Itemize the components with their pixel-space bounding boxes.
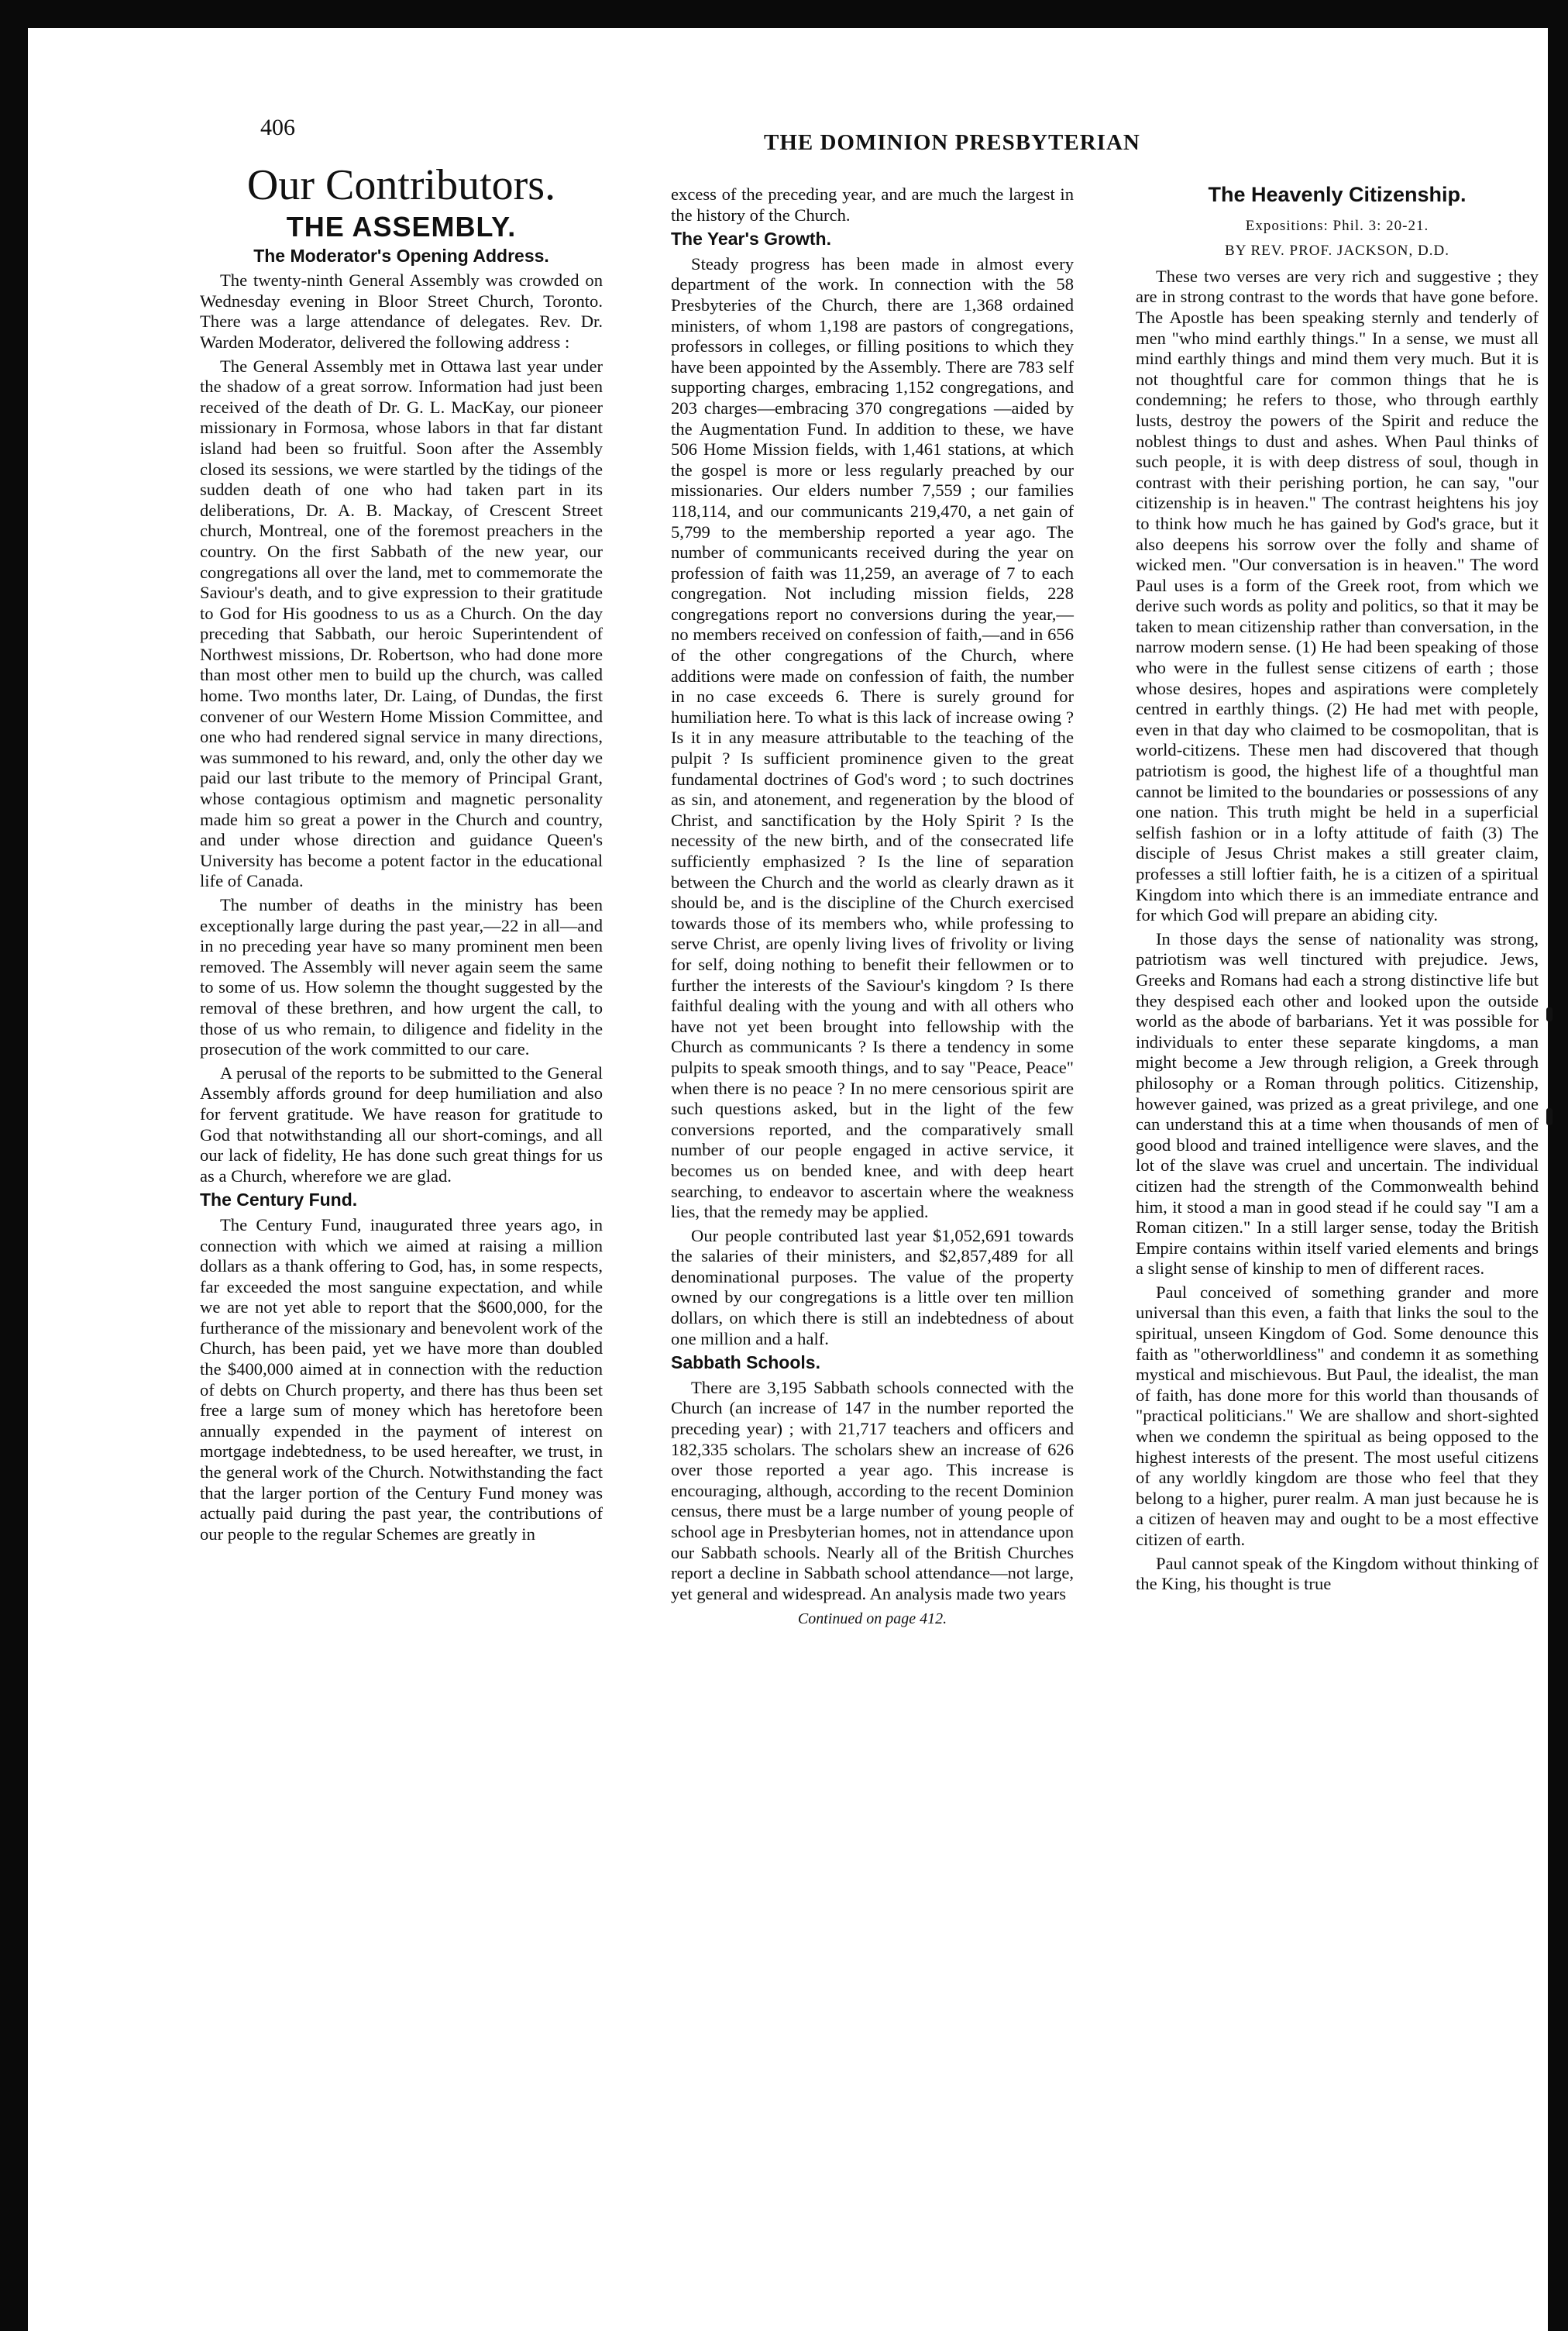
paragraph: The twenty-ninth General Assembly was crowded on Wednesday evening in Bloor Street Church, Toronto. There was a large attendance of delegates. Rev. Dr. Warden Moderator, delivered the following address :	[200, 270, 603, 352]
subheading-sabbath-schools: Sabbath Schools.	[671, 1352, 820, 1373]
article-expositions: Expositions: Phil. 3: 20-21.	[1245, 217, 1429, 234]
column-2	[671, 184, 1074, 1630]
subheading-century-fund: The Century Fund.	[200, 1190, 358, 1210]
subheading-moderator-address: The Moderator's Opening Address.	[253, 245, 549, 266]
paragraph: Steady progress has been made in almost every department of the work. In connection with the 58 Presbyteries of the Church, there are 1,368 ordained ministers, of whom 1,198 are pastors of congregations, professors in colleges, or filling positions to which they have been appointed by the Assembly. There are 783 self supporting charges, embracing 1,152 congregations, and 203 charges—embracing 370 congregations —aided by the Augmentation Fund. In addition to these, we have 506 Home Mission fields, with 1,461 stations, at which the gospel is more or less regularly preached by our missionaries. Our elders number 7,559 ; our families 118,114, and our communicants 219,470, a net gain of 5,799 to the membership reported a year ago. The number of communicants received during the year on profession of faith was 11,259, an average of 7 to each congregation. Not including mission fields, 228 congregations report no conversions during the year,—no members received on confession of faith,—and in 656 of the other congregations of the Church, where additions were made on confession of faith, the number in no case exceeds 6. There is surely ground for humiliation here. To what is this lack of increase owing ? Is it in any measure attributable to the teaching of the pulpit ? Is sufficient prominence given to the great fundamental doctrines of God's word ; to such doctrines as sin, and atonement, and regeneration by the blood of Christ, and sanctification by the Holy Spirit ? Is the necessity of the new birth, and of the consecrated life sufficiently emphasized ? Is the line of separation between the Church and the world as clearly drawn as it should be, and is the discipline of the Church exercised towards those of its members who, while professing to serve Christ, are openly living lives of frivolity or living for self, doing nothing to benefit their fellowmen or to further the interests of the Saviour's kingdom ? Is there faithful dealing with the young and with all others who have not yet been brought into fellowship with the Church as communicants ? Is there a tendency in some pulpits to speak smooth things, and to say "Peace, Peace" when there is no peace ? In no mere censorious spirit are such questions asked, but in the light of the few conversions reported, and the comparatively small number of our people engaged in active service, it becomes us on bended knee, and with deep heart searching, to endeavor to ascertain where the weakness lies, that the remedy may be applied.	[671, 253, 1074, 1222]
article-byline: BY REV. PROF. JACKSON, D.D.	[1225, 243, 1449, 260]
scan-speck	[1546, 1007, 1553, 1021]
paragraph: Paul cannot speak of the Kingdom without thinking of the King, his thought is true	[1136, 1553, 1539, 1594]
column-1	[200, 161, 603, 1548]
column-3	[1136, 184, 1539, 1598]
paragraph: The number of deaths in the ministry has been exceptionally large during the past year,—22 in all—and in no preceding year have so many prominent men been removed. The Assembly will never again seem the same to some of us. How solemn the thought suggested by the removal of these brethren, and how urgent the call, to those of us who remain, to diligence and fidelity in the prosecution of the work committed to our care.	[200, 895, 603, 1059]
paragraph: In those days the sense of nationality was strong, patriotism was well tinctured with prejudice. Jews, Greeks and Romans had each a strong distinctive life but they despised each other and looked upon the outside world as the abode of barbarians. Yet it was possible for individuals to enter these separate kingdoms, a man might become a Jew through religion, a Greek through philosophy or a Roman through politics. Citizenship, however gained, was prized as a great privilege, and one can understand this at a time when thousands of men of good blood and trained intelligence were slaves, and the lot of the slave was cruel and uncertain. The individual citizen had the strength of the Commonwealth behind him, it stood a man in good stead if he could say "I am a Roman citizen." In a still larger sense, today the British Empire contains within itself varied elements and brings a slight sense of kinship to men of different races.	[1136, 928, 1539, 1279]
running-head: THE DOMINION PRESBYTERIAN	[764, 130, 1140, 155]
scan-border-left	[0, 0, 28, 2331]
paragraph: Paul conceived of something grander and more universal than this even, a faith that links the soul to the spiritual, unseen Kingdom of God. Some denounce this faith as "otherworldliness" and condemn it as something mystical and mischievous. But Paul, the idealist, the man of faith, has done more for this world than thousands of "practical politicians." We are shallow and short-sighted when we condemn the spiritual as being opposed to the highest interests of the present. The most useful citizens of any worldly kingdom are those who feel that they belong to a higher, purer realm. A man just because he is a citizen of heaven may and ought to be a most effective citizen of earth.	[1136, 1282, 1539, 1549]
section-title: Our Contributors.	[246, 161, 556, 209]
scan-border-right	[1548, 0, 1568, 2331]
scan-border-top	[0, 0, 1568, 28]
paragraph: excess of the preceding year, and are much the largest in the history of the Church.	[671, 184, 1074, 225]
section-subtitle: THE ASSEMBLY.	[286, 211, 517, 243]
scan-speck	[1546, 1108, 1553, 1125]
page-number: 406	[260, 115, 295, 140]
continued-note: Continued on page 412.	[797, 1610, 947, 1628]
paragraph: There are 3,195 Sabbath schools connected with the Church (an increase of 147 in the number reported the preceding year) ; with 21,717 teachers and officers and 182,335 scholars. The scholars shew an increase of 626 over those reported a year ago. This increase is encouraging, although, according to the recent Dominion census, there must be a large number of young people of school age in Presbyterian homes, not in attendance upon our Sabbath schools. Nearly all of the British Churches report a decline in Sabbath school attendance—not large, yet general and widespread. An analysis made two years	[671, 1377, 1074, 1603]
subheading-years-growth: The Year's Growth.	[671, 229, 831, 250]
paragraph: The General Assembly met in Ottawa last year under the shadow of a great sorrow. Information had just been received of the death of Dr. G. L. MacKay, our pioneer missionary in Formosa, whose labors in that far distant island had been so fruitful. Soon after the Assembly closed its sessions, we were startled by the tidings of the sudden death of one who had taken part in its deliberations, Dr. A. B. Mackay, of Crescent Street church, Montreal, one of the foremost preachers in the country. On the first Sabbath of the new year, our congregations all over the land, met to commemorate the Saviour's death, and to give expression to their gratitude to God for His goodness to us as a Church. On the day preceding that Sabbath, our heroic Superintendent of Northwest missions, Dr. Robertson, who had done more than most other men to build up the church, was called home. Two months later, Dr. Laing, of Dundas, the first convener of our Western Home Mission Committee, and one who had rendered signal service in many directions, was summoned to his reward, and, only the other day we paid our last tribute to the memory of Principal Grant, whose contagious optimism and magnetic personality made him so great a power in the Church and country, and under whose direction and guidance Queen's University has become a potent factor in the educational life of Canada.	[200, 356, 603, 891]
paragraph: These two verses are very rich and suggestive ; they are in strong contrast to the words that have gone before. The Apostle has been speaking sternly and tenderly of men "who mind earthly things." In a sense, we must all mind earthly things and mind them very much. But it is not thoughtful care for common things that he is condemning; he refers to those, who through earthly lusts, destroy the powers of the Spirit and reduce the noblest things to dust and ashes. When Paul thinks of such people, it is with deep distress of soul, though in contrast with their perishing portion, he can say, "our citizenship is in heaven." The contrast heightens his joy to think how much he has gained by God's grace, but it also deepens his sorrow over the folly and shame of wicked men. "Our conversation is in heaven." The word Paul uses is a form of the Greek root, from which we derive such words as polity and politics, so that it may be taken to mean citizenship rather than conversation, in the narrow modern sense. (1) He had been speaking of those who were in the fullest sense citizens of earth ; those whose desires, hopes and aspirations were completely centred in earthly things. (2) He had met with people, even in that day who claimed to be cosmopolitan, that is world-citizens. These men had discovered that though patriotism is good, the highest life of a thoughtful man cannot be limited to the boundaries or possessions of any one nation. This truth might be held in a superficial selfish fashion or in a lofty attitude of faith (3) The disciple of Jesus Christ makes a still greater claim, professes a still loftier faith, he is a citizen of a spiritual Kingdom into which there is an immediate entrance and for which God will prepare an abiding city.	[1136, 266, 1539, 925]
article-title: The Heavenly Citizenship.	[1208, 183, 1467, 206]
paragraph: A perusal of the reports to be submitted to the General Assembly affords ground for deep humiliation and also for fervent gratitude. We have reason for gratitude to God that notwithstanding all our short-comings, and all our lack of fidelity, He has done such great things for us as a Church, wherefore we are glad.	[200, 1062, 603, 1186]
paragraph: The Century Fund, inaugurated three years ago, in connection with which we aimed at raising a million dollars as a thank offering to God, has, in some respects, far exceeded the most sanguine expectation, and while we are not yet able to report that the $600,000, for the furtherance of the missionary and benevolent work of the Church, has been paid, yet we have more than doubled the $400,000 aimed at in connection with the reduction of debts on Church property, and there has thus been set free a large sum of money which has heretofore been annually expended in the payment of interest on mortgage indebtedness, to be used hereafter, we trust, in the general work of the Church. Notwithstanding the fact that the larger portion of the Century Fund money was actually paid during the past year, the contributions of our people to the regular Schemes are greatly in	[200, 1214, 603, 1544]
paragraph: Our people contributed last year $1,052,691 towards the salaries of their ministers, and $2,857,489 for all denominational purposes. The value of the property owned by our congregations is a little over ten million dollars, on which there is still an indebtedness of about one million and a half.	[671, 1225, 1074, 1348]
